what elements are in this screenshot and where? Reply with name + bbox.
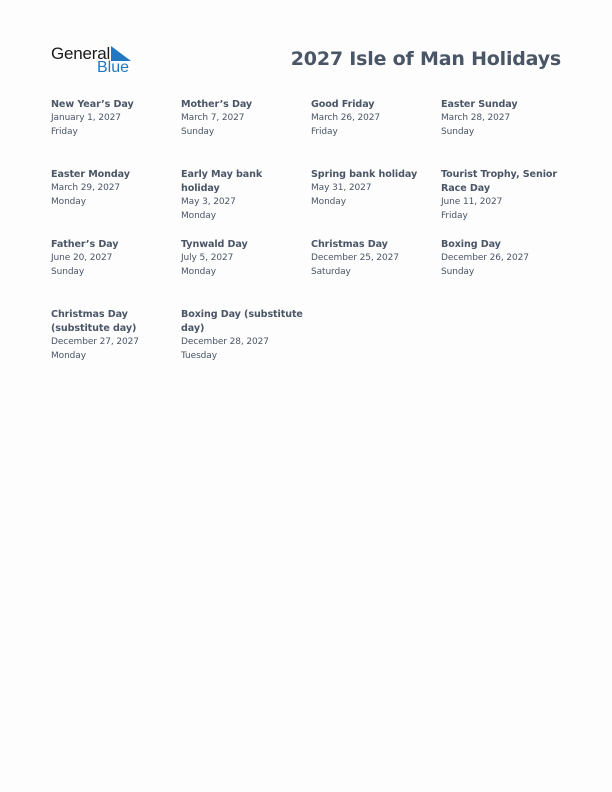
holiday-item bbox=[311, 238, 433, 279]
holiday-item bbox=[51, 308, 173, 363]
holiday-weekday: Sunday bbox=[441, 266, 475, 277]
holiday-date: June 20, 2027 bbox=[51, 253, 113, 263]
holiday-weekday: Sunday bbox=[441, 126, 475, 137]
holiday-item bbox=[51, 238, 173, 279]
holiday-item bbox=[181, 308, 303, 363]
holiday-name: Easter Sunday bbox=[441, 99, 518, 110]
holiday-item bbox=[441, 238, 563, 279]
holiday-name: Father’s Day bbox=[51, 239, 119, 250]
holiday-name: Boxing Day bbox=[441, 239, 501, 250]
holiday-weekday: Monday bbox=[181, 210, 216, 221]
holiday-weekday: Sunday bbox=[51, 266, 85, 277]
holiday-date: July 5, 2027 bbox=[181, 253, 234, 263]
holiday-weekday: Monday bbox=[181, 266, 216, 277]
holiday-weekday: Saturday bbox=[311, 266, 351, 277]
holiday-date: December 25, 2027 bbox=[311, 253, 399, 263]
holiday-date: March 7, 2027 bbox=[181, 113, 245, 123]
holiday-date: March 29, 2027 bbox=[51, 183, 120, 193]
holiday-item bbox=[311, 98, 433, 139]
holiday-item bbox=[51, 98, 173, 139]
holiday-name: Tourist Trophy, Senior Race Day bbox=[441, 169, 558, 194]
holiday-weekday: Sunday bbox=[181, 126, 215, 137]
holiday-date: March 28, 2027 bbox=[441, 113, 510, 123]
holiday-name: Spring bank holiday bbox=[311, 169, 418, 180]
holiday-date: June 11, 2027 bbox=[441, 197, 503, 207]
holiday-name: Early May bank holiday bbox=[181, 169, 263, 194]
holiday-name: Boxing Day (substitute day) bbox=[181, 309, 303, 334]
holiday-date: May 31, 2027 bbox=[311, 183, 372, 193]
holiday-item bbox=[51, 168, 173, 209]
generalblue-logo bbox=[51, 44, 141, 78]
holiday-name: Tynwald Day bbox=[181, 239, 248, 250]
holiday-name: New Year’s Day bbox=[51, 99, 134, 110]
holiday-name: Christmas Day bbox=[311, 239, 388, 250]
holiday-name: Mother’s Day bbox=[181, 99, 253, 110]
holiday-date: December 27, 2027 bbox=[51, 337, 139, 347]
logo-word-general: General bbox=[51, 44, 111, 63]
holiday-item bbox=[441, 168, 563, 223]
holiday-weekday: Tuesday bbox=[181, 350, 217, 361]
page-title: 2027 Isle of Man Holidays bbox=[290, 48, 561, 70]
holiday-name: Easter Monday bbox=[51, 169, 130, 180]
holiday-weekday: Friday bbox=[311, 126, 338, 137]
holiday-date: December 28, 2027 bbox=[181, 337, 269, 347]
holiday-item bbox=[181, 238, 303, 279]
holiday-item bbox=[441, 98, 563, 139]
logo-word-blue: Blue bbox=[97, 59, 130, 76]
holiday-date: May 3, 2027 bbox=[181, 197, 236, 207]
holiday-date: January 1, 2027 bbox=[51, 113, 121, 123]
holiday-weekday: Friday bbox=[51, 126, 78, 137]
holiday-item bbox=[181, 98, 303, 139]
holiday-weekday: Monday bbox=[51, 350, 86, 361]
holiday-name: Good Friday bbox=[311, 99, 375, 110]
holiday-name: Christmas Day (substitute day) bbox=[51, 309, 137, 334]
holiday-weekday: Friday bbox=[441, 210, 468, 221]
holiday-date: March 26, 2027 bbox=[311, 113, 380, 123]
holiday-item bbox=[311, 168, 433, 209]
holiday-weekday: Monday bbox=[51, 196, 86, 207]
holiday-item bbox=[181, 168, 303, 223]
holiday-date: December 26, 2027 bbox=[441, 253, 529, 263]
holiday-weekday: Monday bbox=[311, 196, 346, 207]
